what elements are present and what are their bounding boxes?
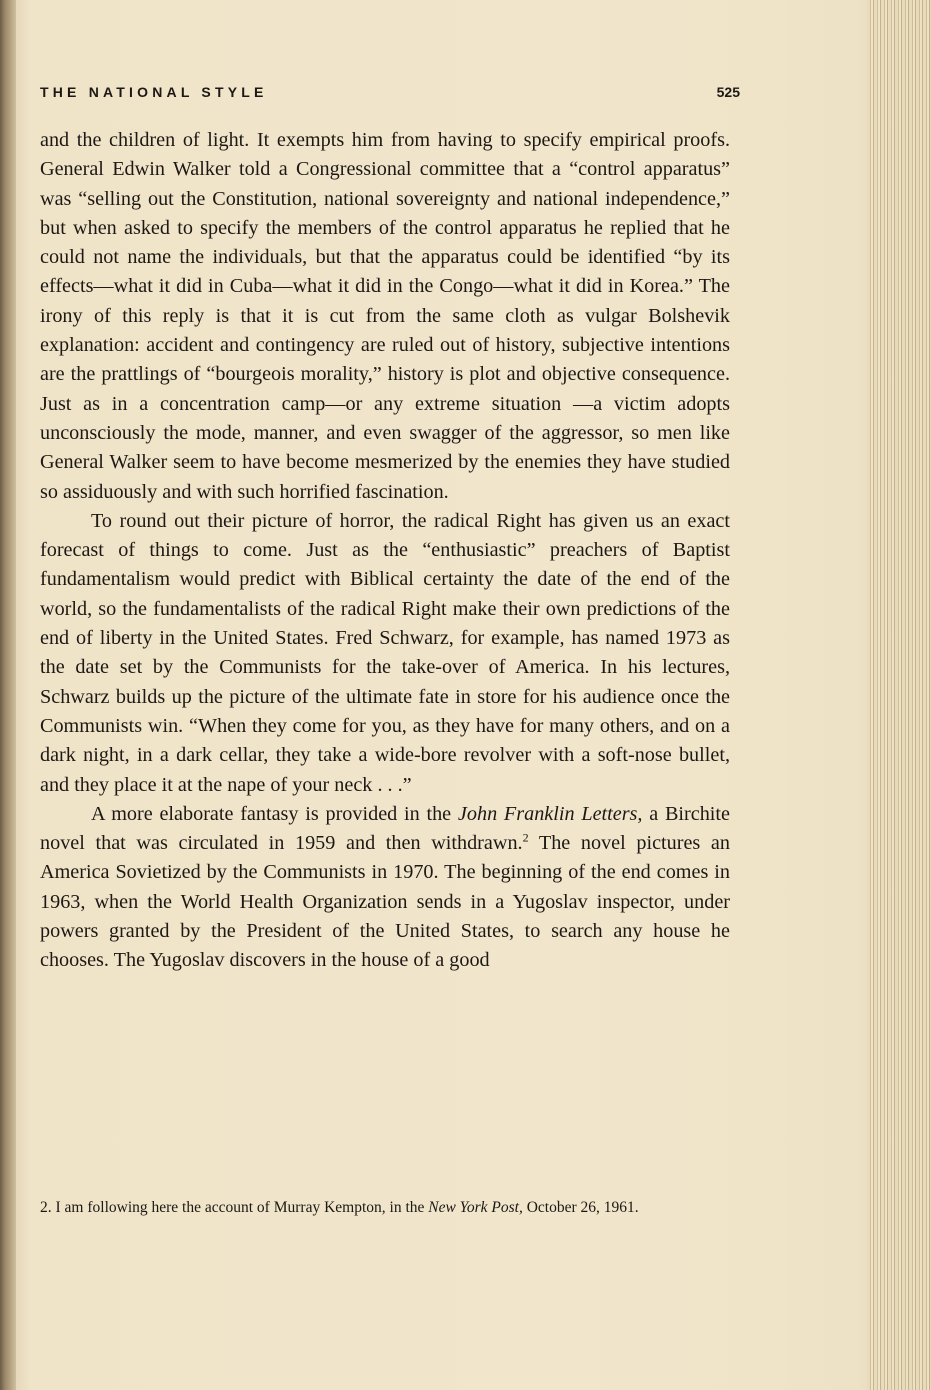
paragraph-3-text-a: A more elaborate fantasy is provided in the [91, 802, 458, 825]
newspaper-title: New York Post, [428, 1199, 523, 1216]
footnote-reference: 2 [522, 830, 529, 845]
paragraph-3-text-c: The novel pictures an America Sovietized by the Communists in 1970. The beginning of the end comes in 1963, when the World Health Organization sends in a Yugoslav inspector, under powers granted by the President of the United States, to search any house he chooses. The Yugoslav discovers in the house of a good [40, 832, 730, 972]
footnote-text-b: October 26, 1961. [522, 1199, 639, 1216]
body-text [40, 126, 730, 976]
paragraph-3 [40, 800, 730, 976]
paragraph-3-text-b: a Birchite novel that was circulated in 1959 and then withdrawn. [40, 802, 730, 855]
running-title: THE NATIONAL STYLE [40, 84, 268, 100]
footnote-text-a: I am following here the account of Murray Kempton, in the [51, 1199, 429, 1216]
footnotes [40, 1198, 730, 1217]
paragraph-1: and the children of light. It exempts him from having to specify empirical proofs. General Edwin Walker told a Congressional committee that a “control apparatus” was “selling out the Constitution, national sovereignty and national independence,” but when asked to specify the members of the control apparatus he replied that he could not name the individuals, but that the apparatus could be identified “by its effects—what it did in Cuba—what it did in the Congo—what it did in Korea.” The irony of this reply is that it is cut from the same cloth as vulgar Bolshevik explanation: accident and contingency are ruled out of history, subjective intentions are the prattlings of “bourgeois morality,” history is plot and objective consequence. Just as in a concentration camp—or any extreme situation —a victim adopts unconsciously the mode, manner, and even swagger of the aggressor, so men like General Walker seem to have become mesmerized by the enemies they have studied so assiduously and with such horrified fascination. [40, 129, 730, 503]
page-number: 525 [716, 84, 740, 100]
footnote-number: 2. [40, 1199, 52, 1216]
footnote-2 [40, 1198, 730, 1217]
paragraph-2: To round out their picture of horror, the radical Right has given us an exact forecast of things to come. Just as the “enthusiastic” preachers of Baptist fundamentalism would predict with Biblical certainty the date of the end of the world, so the fundamentalists of the radical Right make their own predictions of the end of liberty in the United States. Fred Schwarz, for example, has named 1973 as the date set by the Communists for the take-over of America. In his lectures, Schwarz builds up the picture of the ultimate fate in store for his audience once the Communists win. “When they come for you, as they have for many others, and on a dark night, in a dark cellar, they take a wide-bore revolver with a soft-nose bullet, and they place it at the nape of your neck . . .” [40, 509, 730, 796]
binding-shadow [0, 0, 16, 1390]
book-title-john-franklin-letters: John Franklin Letters, [457, 802, 643, 825]
running-head [40, 84, 740, 108]
page-edges [867, 0, 931, 1390]
